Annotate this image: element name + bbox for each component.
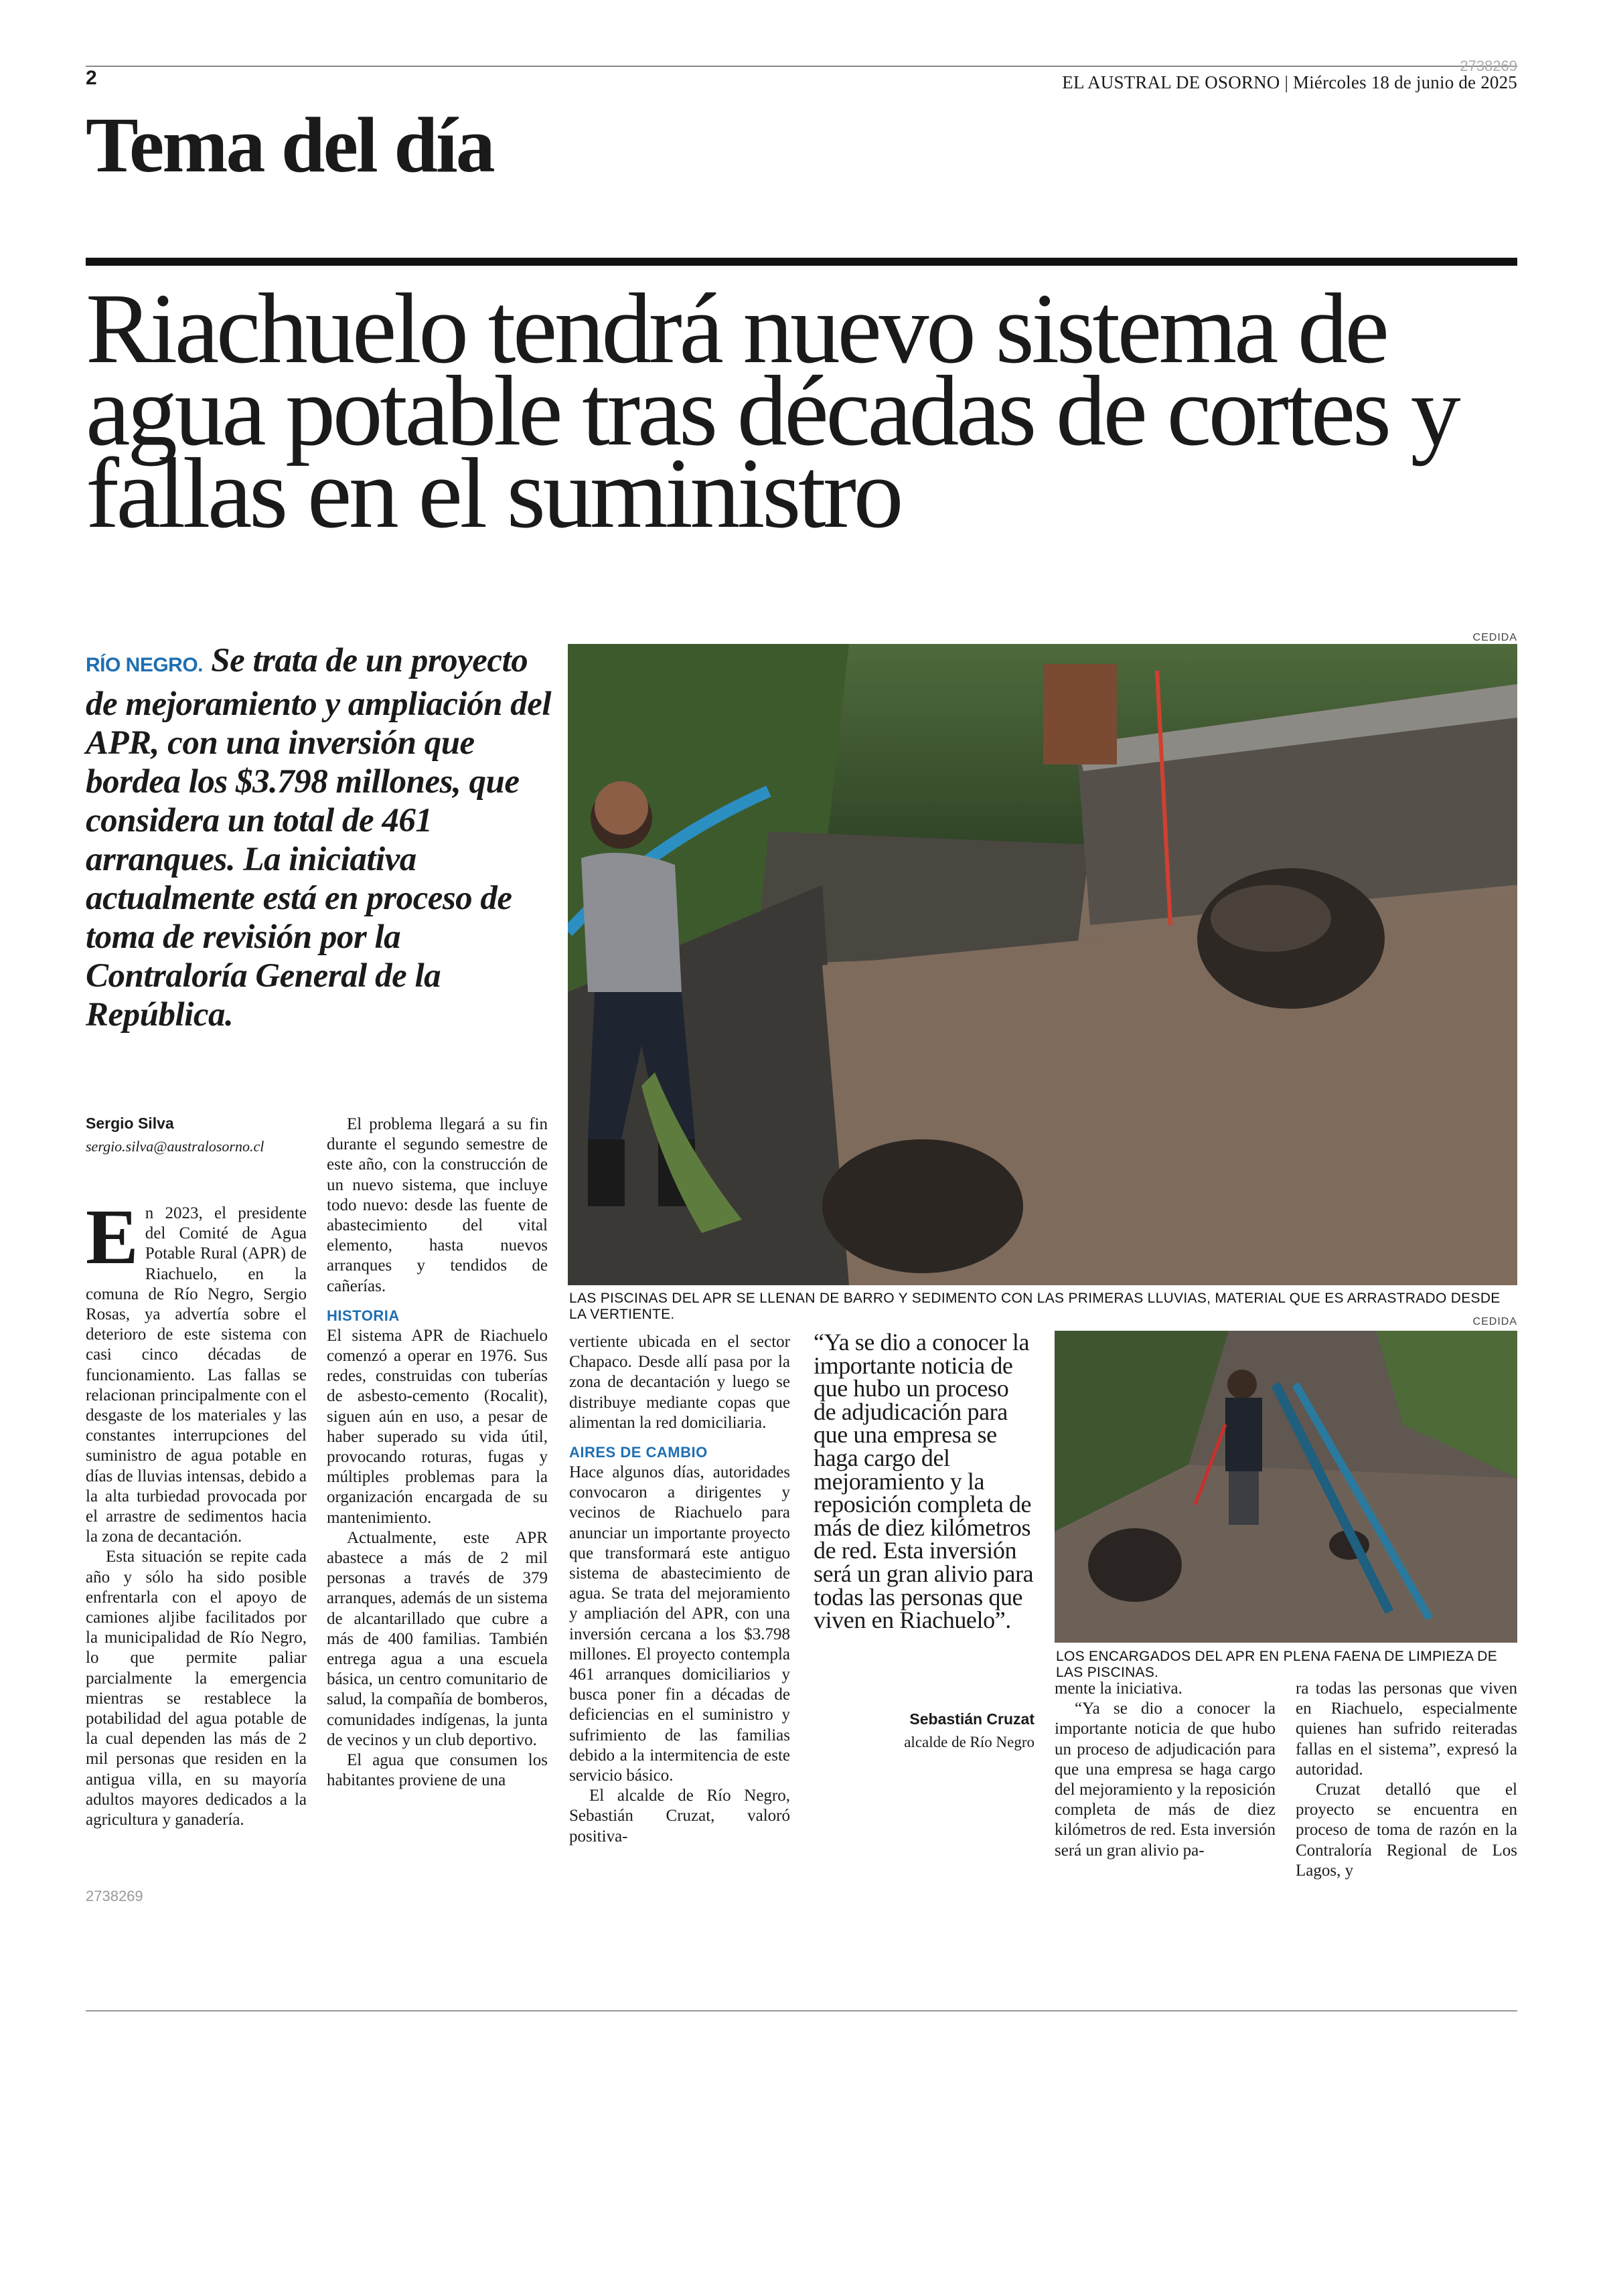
body-paragraph: ra todas las personas que viven en Riachuelo, especialmente quienes han sufrido reiteradas fallas en el sistema”, expresó la autoridad. (1296, 1679, 1517, 1779)
lead-paragraph (86, 641, 561, 1034)
drop-cap: E (86, 1193, 139, 1281)
paragraph-text: n 2023, el presidente del Comité de Agua Potable Rural (APR) de Riachuelo, en la comuna de Río Negro, Sergio Rosas, ya advertía sobre el deterioro de este sistema con casi cinco décadas de funcionamiento. Las fallas se relacionan principalmente con el desgaste de los materiales y las constantes interrupciones del suministro de agua potable en días de lluvias intensas, debido a la alta turbiedad provocada por el arrastre de sedimentos hacia la zona de decantación. (86, 1204, 307, 1546)
second-photo-credit: CEDIDA (1472, 1316, 1517, 1327)
section-rule (86, 258, 1517, 266)
body-paragraph: El sistema APR de Riachuelo comenzó a operar en 1976. Sus redes, construidas con tuberías de asbesto-cemento (Rocalit), siguen aún en uso, a pesar de haber superado su vida útil, provocando roturas, fugas y múltiples problemas para la organización encargada de su mantenimiento. (327, 1326, 548, 1527)
subheading-historia: HISTORIA (327, 1307, 400, 1324)
subheading-aires-de-cambio: AIRES DE CAMBIO (569, 1444, 708, 1461)
pull-quote: “Ya se dio a conocer la importante noticia de que hubo un proceso de adjudicación para que una empresa se haga cargo del mejoramiento y la reposición completa de más de diez kilómetros de red. Esta inversión será un gran alivio para todas las personas que viven en Riachuelo”. (814, 1329, 1034, 1634)
body-paragraph: El agua que consumen los habitantes proviene de una (327, 1751, 548, 1790)
body-paragraph: El problema llegará a su fin durante el segundo semestre de este año, con la construcción de un nuevo sistema, que incluye todo nuevo: desde las fuente de abastecimiento del vital elemento, hasta nuevos arranques y tendidos de cañerías. (327, 1115, 548, 1295)
body-paragraph (86, 1193, 307, 1547)
second-photo-caption: LOS ENCARGADOS DEL APR EN PLENA FAENA DE LIMPIEZA DE LAS PISCINAS. (1056, 1649, 1498, 1680)
body-paragraph: Actualmente, este APR abastece a más de 2 mil personas a través de 379 arranques, además de un sistema de alcantarillado que cubre a más de 400 familias. También entrega agua a una escuela básica, un centro comunitario de salud, la compañía de bomberos, comunidades indígenas, la junta de vecinos y un club deportivo. (327, 1528, 548, 1749)
body-column-5 (1296, 1679, 1517, 1881)
water-tank-photo-illustration (568, 644, 1517, 1285)
top-rule (86, 66, 1517, 67)
article-id-code: 2738269 (1460, 58, 1517, 74)
body-paragraph: Esta situación se repite cada año y sólo ha sido posible enfrentarla con el apoyo de camiones aljibe facilitados por la municipalidad de Río Negro, lo que permite paliar parcialmente la emergencia mientras se restablece la potabilidad del agua potable de la cual dependen las más de 2 mil personas que residen en la antigua villa, en su mayoría adultos mayores dedicados a la agricultura y ganadería. (86, 1548, 307, 1829)
body-paragraph: mente la iniciativa. (1055, 1679, 1182, 1698)
body-column-2 (327, 1115, 548, 1791)
body-column-1 (86, 1193, 307, 1830)
lead-location-tag: RÍO NEGRO. (86, 654, 204, 676)
pull-quote-role: alcalde de Río Negro (904, 1734, 1035, 1750)
headline: Riachuelo tendrá nuevo sistema de agua potable tras décadas de cortes y fallas en el suministro (86, 273, 1458, 549)
body-column-4 (1055, 1679, 1276, 1861)
body-paragraph: “Ya se dio a conocer la importante noticia de que hubo un proceso de adjudicación para que una empresa se haga cargo del mejoramiento y la reposición completa de más de diez kilómetros de red. Esta inversión será un gran alivio pa- (1055, 1700, 1276, 1860)
main-photo-credit: CEDIDA (1472, 632, 1517, 643)
section-title: Tema del día (86, 101, 493, 189)
lead-text: Se trata de un proyecto de mejoramiento y ampliación del APR, con una inversión que bordea los $3.798 millones, que considera un total de 461 arranques. La iniciativa actualmente está en proceso de toma de revisión por la Contraloría General de la República. (86, 642, 552, 1034)
body-column-3 (569, 1332, 790, 1847)
main-photo (568, 644, 1517, 1285)
bottom-rule (86, 2010, 1517, 2012)
author-name: Sergio Silva (86, 1115, 174, 1132)
cleaning-pool-photo-illustration (1055, 1331, 1517, 1643)
body-paragraph: El alcalde de Río Negro, Sebastián Cruzat, valoró positiva- (569, 1787, 790, 1846)
body-paragraph: vertiente ubicada en el sector Chapaco. Desde allí pasa por la zona de decantación y luego se distribuye mediante copas que alimentan la red domiciliaria. (569, 1333, 790, 1432)
second-photo (1055, 1331, 1517, 1643)
author-email[interactable]: sergio.silva@australosorno.cl (86, 1138, 264, 1155)
main-photo-caption: LAS PISCINAS DEL APR SE LLENAN DE BARRO Y SEDIMENTO CON LAS PRIMERAS LLUVIAS, MATERIAL QUE ES ARRASTRADO DESDE LA VERTIENTE. (569, 1291, 1501, 1322)
page-number: 2 (86, 67, 97, 89)
pull-quote-name: Sebastián Cruzat (909, 1710, 1035, 1728)
body-paragraph: Cruzat detalló que el proyecto se encuentra en proceso de toma de razón en la Contraloría Regional de Los Lagos, y (1296, 1781, 1517, 1880)
body-paragraph: Hace algunos días, autoridades convocaron a dirigentes y vecinos de Riachuelo para anunciar un importante proyecto que transformará este antiguo sistema de abastecimiento de agua. Se trata del mejoramiento y ampliación del APR, con una inversión cercana a los $3.798 millones. El proyecto contempla 461 arranques domiciliarios y busca poner fin a décadas de deficiencias en el suministro y sufrimiento de las familias debido a la intermitencia de este servicio básico. (569, 1463, 790, 1785)
bottom-id-code: 2738269 (86, 1888, 143, 1904)
masthead-date: EL AUSTRAL DE OSORNO | Miércoles 18 de junio de 2025 (1062, 72, 1517, 92)
